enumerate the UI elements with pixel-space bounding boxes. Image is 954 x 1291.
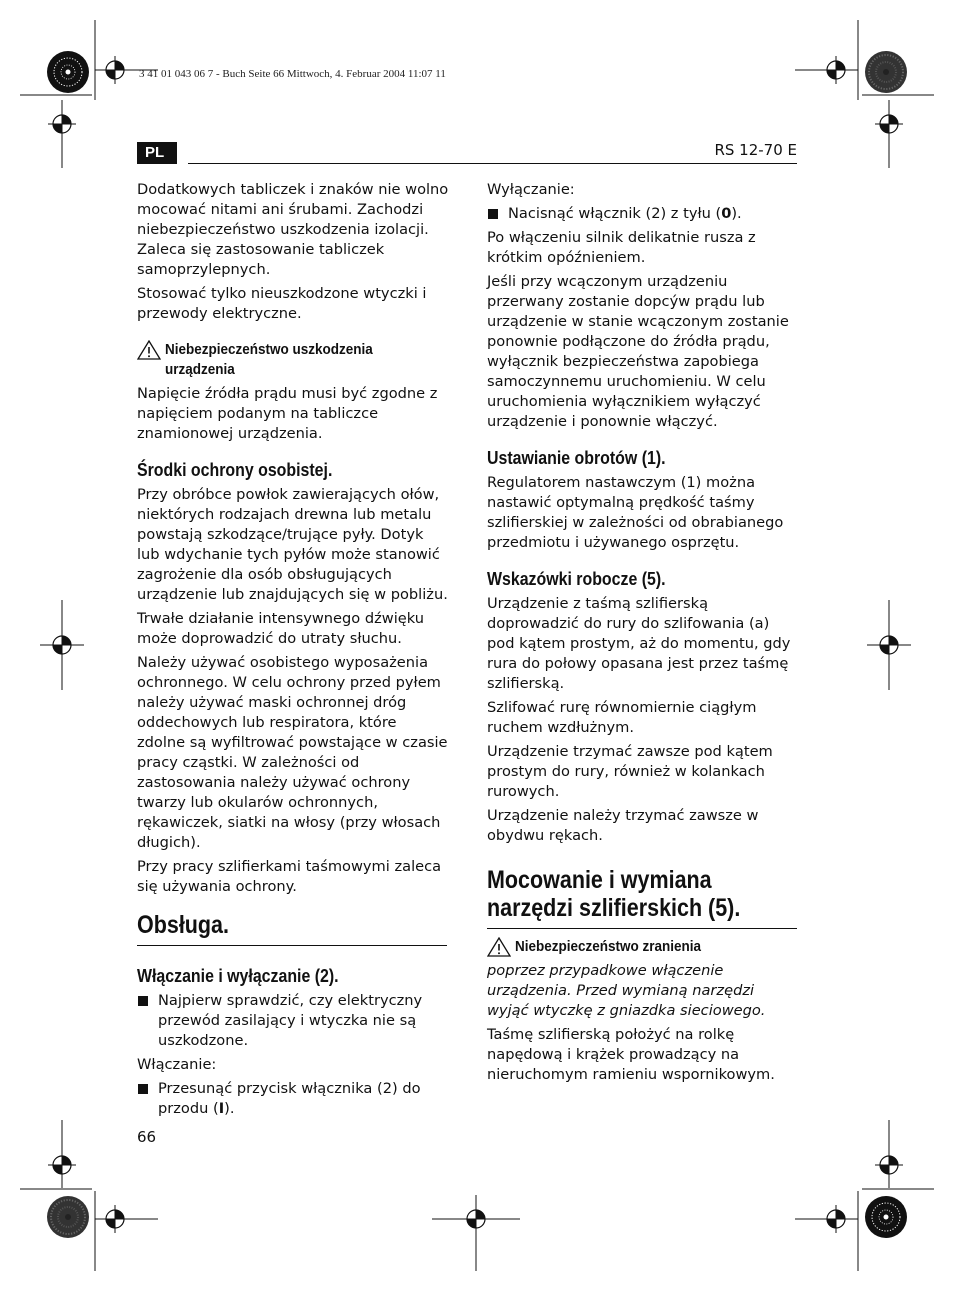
section-heading: Środki ochrony osobistej. [137, 459, 333, 480]
bullet-text: Nacisnąć włącznik (2) z tyłu (0). [508, 205, 742, 222]
bullet-square-icon [138, 996, 148, 1006]
paragraph: Regulatorem nastawczym (1) można nastawić optymalną prędkość taśmy szlifierskiej w zależności od obrabianego przedmiotu i używanego osprzętu. [487, 474, 784, 551]
print-slug: 3 41 01 043 06 7 - Buch Seite 66 Mittwoch, 4. Februar 2004 11:07 11 [139, 68, 446, 80]
warning-text: Niebezpieczeństwo zranienia [515, 938, 702, 955]
paragraph: Urządzenie należy trzymać zawsze w obydwu rękach. [487, 807, 759, 844]
label: Wyłączanie: [487, 181, 575, 198]
warning-heading [137, 340, 449, 380]
paragraph: Po włączeniu silnik delikatnie rusza z krótkim opóźnieniem. [487, 229, 756, 266]
chapter-heading: Obsługa. [137, 911, 229, 939]
section-heading: Wskazówki robocze (5). [487, 568, 666, 589]
warning-triangle-icon [487, 937, 511, 957]
header-rule [188, 163, 797, 164]
chapter-rule [137, 945, 447, 946]
section-heading: Włączanie i wyłączanie (2). [137, 965, 339, 986]
paragraph: Stosować tylko nieuszkodzone wtyczki i przewody elektryczne. [137, 285, 427, 322]
paragraph: Jeśli przy wcączonym urządzeniu przerwany zostanie dopcýw prądu lub urządzenie w stanie wcączonym zostanie ponownie podłączone do źródła prądu, wyłącznik bezpieczeństwa zapobiega samoczynnemu uruchomieniu. W celu uruchomienia wyłącznikiem wyłączyć urządzenie i ponownie włączyć. [487, 273, 789, 430]
warning-text: Niebezpieczeństwo uszkodzenia urządzenia [165, 341, 373, 378]
right-column [487, 180, 799, 1089]
bullet-text: Najpierw sprawdzić, czy elektryczny przewód zasilający i wtyczka nie są uszkodzone. [158, 992, 423, 1049]
paragraph: Trwałe działanie intensywnego dźwięku może doprowadzić do utraty słuchu. [137, 610, 424, 647]
paragraph: Dodatkowych tabliczek i znaków nie wolno mocować nitami ani śrubami. Zachodzi niebezpieczeństwo uszkodzenia izolacji. Zaleca się zastosowanie tabliczek samoprzylepnych. [137, 181, 449, 278]
language-badge: PL [137, 142, 177, 164]
label: Włączanie: [137, 1056, 217, 1073]
chapter-heading: Mocowanie i wymiana narzędzi szlifierskich (5). [487, 866, 741, 922]
paragraph: Napięcie źródła prądu musi być zgodne z napięciem podanym na tabliczce znamionowej urządzenia. [137, 385, 438, 442]
bullet-text: Przesunąć przycisk włącznika (2) do przodu (I). [158, 1080, 421, 1117]
paragraph: Należy używać osobistego wyposażenia ochronnego. W celu ochrony przed pyłem należy używać maski ochronnej dróg oddechowych lub respiratora, które zdolne są wyfiltrować powstające w czasie pracy cząstki. W zależności od zastosowania należy używać ochrony twarzy lub okularów ochronnych, rękawiczek, siatki na włosy (przy włosach długich). [137, 654, 448, 851]
bullet-square-icon [488, 209, 498, 219]
paragraph: Szlifować rurę równomiernie ciągłym ruchem wzdłużnym. [487, 699, 757, 736]
paragraph: Urządzenie trzymać zawsze pod kątem prostym do rury, również w kolankach rurowych. [487, 743, 773, 800]
chapter-rule [487, 928, 797, 929]
bullet-square-icon [138, 1084, 148, 1094]
section-heading: Ustawianie obrotów (1). [487, 447, 666, 468]
model-name: RS 12-70 E [714, 141, 797, 159]
paragraph: Urządzenie z taśmą szlifierską doprowadzić do rury do szlifowania (a) pod kątem prostym, aż do momentu, gdy rura do połowy opasana jest przez taśmę szlifierską. [487, 595, 791, 692]
warning-heading [487, 937, 799, 957]
paragraph: Przy obróbce powłok zawierających ołów, niektórych rodzajach drewna lub metalu powstają szkodzące/trujące pyły. Dotyk lub wdychanie tych pyłów może stanowić zagrożenie dla osób obsługujących urządzenie lub znajdujących się w pobliżu. [137, 486, 448, 603]
warning-triangle-icon [137, 340, 161, 360]
warning-body: poprzez przypadkowe włączenie urządzenia. Przed wymianą narzędzi wyjąć wtyczkę z gniazdka sieciowego. [487, 962, 766, 1019]
left-column [137, 180, 449, 1123]
paragraph: Taśmę szlifierską położyć na rolkę napędową i krążek prowadzący na nieruchomym ramieniu wspornikowym. [487, 1026, 775, 1083]
page-number: 66 [137, 1128, 157, 1146]
bullet-item [487, 204, 799, 224]
bullet-item [137, 991, 449, 1051]
paragraph: Przy pracy szlifierkami taśmowymi zaleca się używania ochrony. [137, 858, 442, 895]
bullet-item [137, 1079, 449, 1119]
